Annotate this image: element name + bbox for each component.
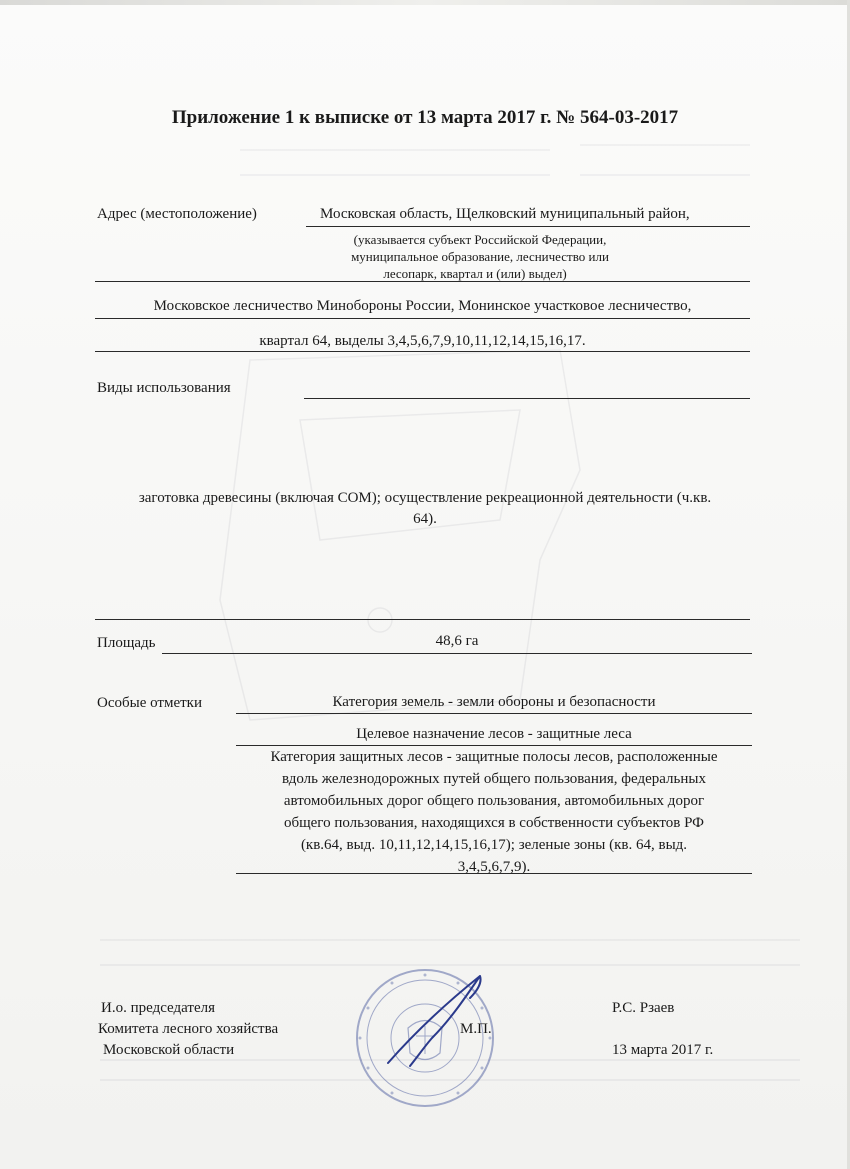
protective-line-2: вдоль железнодорожных путей общего пользования, федеральных — [282, 771, 706, 787]
notes-label: Особые отметки — [97, 695, 202, 711]
address-underline — [306, 226, 750, 227]
address-value: Московская область, Щелковский муниципальный район, — [320, 206, 690, 222]
signer-position-2: Комитета лесного хозяйства — [98, 1021, 279, 1037]
forestry-line-2: квартал 64, выделы 3,4,5,6,7,9,10,11,12,14,15,16,17. — [259, 333, 586, 349]
protective-underline — [236, 873, 752, 874]
usage-label: Виды использования — [97, 380, 231, 396]
address-hint-underline — [95, 281, 750, 282]
signer-position-1: И.о. председателя — [101, 1000, 216, 1016]
forestry-line-1: Московское лесничество Минобороны России, Монинское участковое лесничество, — [153, 298, 692, 314]
usage-value-2: 64). — [413, 511, 437, 527]
forestry-underline-2 — [95, 351, 750, 352]
forest-purpose-underline — [236, 745, 752, 746]
protective-line-5: (кв.64, выд. 10,11,12,14,15,16,17); зеленые зоны (кв. 64, выд. — [300, 837, 688, 853]
seal-label: М.П. — [460, 1021, 492, 1037]
area-label: Площадь — [97, 635, 156, 651]
document-title: Приложение 1 к выписке от 13 марта 2017 г. № 564-03-2017 — [171, 107, 679, 128]
protective-line-1: Категория защитных лесов - защитные полосы лесов, расположенные — [270, 749, 718, 765]
usage-underline — [304, 398, 750, 399]
address-hint-1: (указывается субъект Российской Федерации, — [353, 232, 607, 247]
forestry-underline-1 — [95, 318, 750, 319]
forest-purpose: Целевое назначение лесов - защитные леса — [356, 726, 632, 742]
land-category: Категория земель - земли обороны и безопасности — [332, 694, 656, 710]
area-underline — [162, 653, 752, 654]
signature-date: 13 марта 2017 г. — [612, 1042, 714, 1058]
address-hint-2: муниципальное образование, лесничество или — [351, 249, 609, 264]
protective-line-3: автомобильных дорог общего пользования, автомобильных дорог — [283, 793, 705, 809]
area-value: 48,6 га — [435, 633, 479, 649]
signer-position-3: Московской области — [103, 1042, 235, 1058]
address-hint-3: лесопарк, квартал и (или) выдел) — [383, 266, 567, 281]
signer-name: Р.С. Рзаев — [612, 1000, 675, 1016]
land-category-underline — [236, 713, 752, 714]
usage-bottom-line — [95, 619, 750, 620]
protective-line-6: 3,4,5,6,7,9). — [457, 859, 531, 875]
protective-line-4: общего пользования, находящихся в собственности субъектов РФ — [283, 815, 705, 831]
usage-value-1: заготовка древесины (включая СОМ); осуществление рекреационной деятельности (ч.кв. — [138, 490, 712, 506]
address-label: Адрес (местоположение) — [97, 206, 257, 222]
